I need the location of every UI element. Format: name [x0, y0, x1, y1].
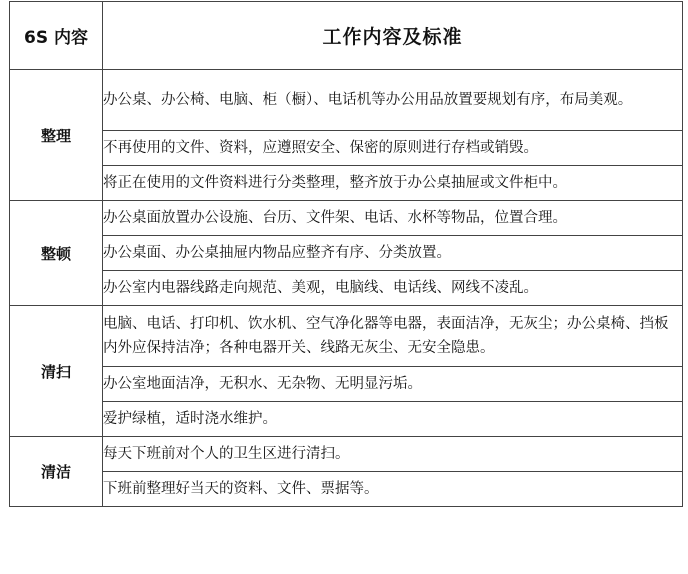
table-row: [10, 367, 683, 402]
table-row: [10, 166, 683, 201]
standard-item: 爱护绿植，适时浇水维护。: [103, 402, 683, 437]
standard-item: 办公桌面、办公桌抽屉内物品应整齐有序、分类放置。: [103, 236, 683, 271]
table-row: [10, 472, 683, 507]
category-seiri: 整理: [10, 70, 103, 201]
standard-item: 办公室地面洁净，无积水、无杂物、无明显污垢。: [103, 367, 683, 402]
table-row: [10, 306, 683, 367]
standard-item: 将正在使用的文件资料进行分类整理，整齐放于办公桌抽屉或文件柜中。: [103, 166, 683, 201]
table-row: [10, 236, 683, 271]
header-work-standards: 工作内容及标准: [103, 2, 683, 70]
category-seiso: 清扫: [10, 306, 103, 437]
table-row: [10, 70, 683, 131]
standard-item: 电脑、电话、打印机、饮水机、空气净化器等电器，表面洁净，无灰尘；办公桌椅、挡板内外应保持洁净；各种电器开关、线路无灰尘、无安全隐患。: [103, 306, 683, 367]
standard-item: 办公桌面放置办公设施、台历、文件架、电话、水杯等物品，位置合理。: [103, 201, 683, 236]
category-seiketsu: 清洁: [10, 437, 103, 507]
table-header-row: [10, 2, 683, 70]
category-seiton: 整顿: [10, 201, 103, 306]
standard-item: 下班前整理好当天的资料、文件、票据等。: [103, 472, 683, 507]
table-row: [10, 201, 683, 236]
header-6s-content: 6S 内容: [10, 2, 103, 70]
standard-item: 不再使用的文件、资料，应遵照安全、保密的原则进行存档或销毁。: [103, 131, 683, 166]
standard-item: 办公桌、办公椅、电脑、柜（橱）、电话机等办公用品放置要规划有序，布局美观。: [103, 70, 683, 131]
table-row: [10, 437, 683, 472]
table-row: [10, 402, 683, 437]
standard-item: 每天下班前对个人的卫生区进行清扫。: [103, 437, 683, 472]
six-s-standards-table: [9, 1, 683, 507]
standard-item: 办公室内电器线路走向规范、美观，电脑线、电话线、网线不凌乱。: [103, 271, 683, 306]
table-row: [10, 131, 683, 166]
table-row: [10, 271, 683, 306]
